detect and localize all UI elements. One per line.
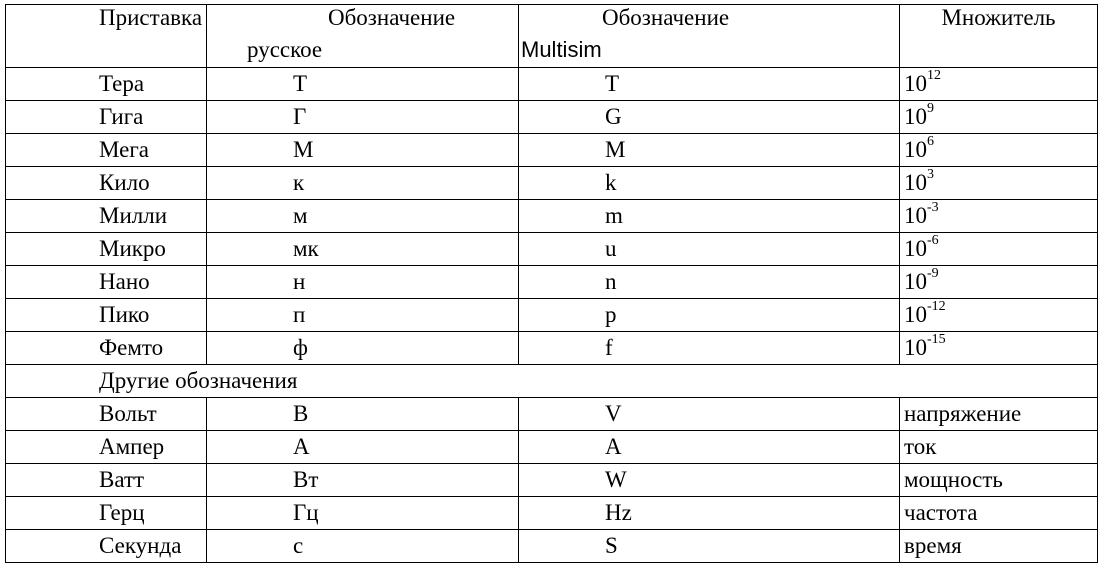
multiplier-exponent: -15 <box>927 332 946 347</box>
unit-name: Ампер <box>6 431 207 464</box>
unit-name: Герц <box>6 497 207 530</box>
unit-name: Ватт <box>6 464 207 497</box>
unit-russian-symbol: Вт <box>207 464 519 497</box>
prefix-name: Пико <box>6 299 207 332</box>
prefix-multisim-symbol: k <box>519 167 900 200</box>
prefix-multisim-symbol: n <box>519 266 900 299</box>
prefix-multisim-symbol: M <box>519 134 900 167</box>
unit-meaning: напряжение <box>900 398 1098 431</box>
header-prefix: Приставка <box>6 5 207 68</box>
prefix-name: Фемто <box>6 332 207 365</box>
header-multisim-symbol: Обозначение Multisim <box>519 5 900 68</box>
unit-row <box>6 398 1098 431</box>
prefix-russian-symbol: Т <box>207 68 519 101</box>
multiplier-exponent: 3 <box>927 167 934 182</box>
prefix-multisim-symbol: f <box>519 332 900 365</box>
prefix-row <box>6 101 1098 134</box>
prefix-russian-symbol: к <box>207 167 519 200</box>
unit-name: Вольт <box>6 398 207 431</box>
unit-multisim-symbol: S <box>519 530 900 563</box>
unit-name: Секунда <box>6 530 207 563</box>
unit-russian-symbol: А <box>207 431 519 464</box>
prefix-name: Тера <box>6 68 207 101</box>
prefix-multiplier <box>900 68 1098 101</box>
unit-multisim-symbol: Hz <box>519 497 900 530</box>
prefix-name: Нано <box>6 266 207 299</box>
prefix-multisim-symbol: u <box>519 233 900 266</box>
multiplier-base: 10 <box>904 236 927 261</box>
prefix-name: Милли <box>6 200 207 233</box>
multiplier-exponent: -12 <box>927 299 946 314</box>
multiplier-base: 10 <box>904 137 927 162</box>
prefix-multisim-symbol: G <box>519 101 900 134</box>
multiplier-base: 10 <box>904 203 927 228</box>
prefix-row <box>6 332 1098 365</box>
prefix-russian-symbol: Г <box>207 101 519 134</box>
prefix-multiplier <box>900 299 1098 332</box>
prefix-multiplier <box>900 266 1098 299</box>
prefix-multiplier <box>900 332 1098 365</box>
multiplier-base: 10 <box>904 302 927 327</box>
header-row <box>6 5 1098 68</box>
multiplier-exponent: -6 <box>927 233 939 248</box>
unit-meaning: ток <box>900 431 1098 464</box>
prefix-multiplier <box>900 167 1098 200</box>
header-multiplier: Множитель <box>900 5 1098 68</box>
multiplier-exponent: 9 <box>927 101 934 116</box>
prefix-row <box>6 299 1098 332</box>
unit-multisim-symbol: V <box>519 398 900 431</box>
unit-row <box>6 497 1098 530</box>
prefix-multiplier <box>900 233 1098 266</box>
prefix-multisim-symbol: T <box>519 68 900 101</box>
prefix-multiplier <box>900 101 1098 134</box>
unit-meaning: мощность <box>900 464 1098 497</box>
unit-meaning: время <box>900 530 1098 563</box>
multiplier-base: 10 <box>904 269 927 294</box>
header-russian-symbol: Обозначение русское <box>207 5 519 68</box>
unit-meaning: частота <box>900 497 1098 530</box>
prefix-multiplier <box>900 134 1098 167</box>
unit-row <box>6 530 1098 563</box>
multiplier-base: 10 <box>904 71 927 96</box>
unit-russian-symbol: В <box>207 398 519 431</box>
unit-multisim-symbol: A <box>519 431 900 464</box>
unit-russian-symbol: с <box>207 530 519 563</box>
prefix-row <box>6 200 1098 233</box>
prefix-russian-symbol: м <box>207 200 519 233</box>
other-heading: Другие обозначения <box>6 365 1098 398</box>
prefix-name: Кило <box>6 167 207 200</box>
prefix-russian-symbol: мк <box>207 233 519 266</box>
prefix-russian-symbol: ф <box>207 332 519 365</box>
multiplier-base: 10 <box>904 104 927 129</box>
prefix-name: Микро <box>6 233 207 266</box>
prefix-russian-symbol: М <box>207 134 519 167</box>
multiplier-exponent: 12 <box>927 68 941 83</box>
prefix-row <box>6 167 1098 200</box>
multiplier-exponent: 6 <box>927 134 934 149</box>
unit-multisim-symbol: W <box>519 464 900 497</box>
other-heading-row <box>6 365 1098 398</box>
prefix-name: Гига <box>6 101 207 134</box>
prefix-row <box>6 233 1098 266</box>
prefix-multiplier <box>900 200 1098 233</box>
multiplier-base: 10 <box>904 335 927 360</box>
unit-row <box>6 431 1098 464</box>
unit-row <box>6 464 1098 497</box>
units-table <box>5 4 1098 563</box>
prefix-row <box>6 266 1098 299</box>
prefix-multisim-symbol: p <box>519 299 900 332</box>
prefix-row <box>6 68 1098 101</box>
prefix-name: Мега <box>6 134 207 167</box>
multiplier-exponent: -9 <box>927 266 939 281</box>
unit-russian-symbol: Гц <box>207 497 519 530</box>
prefix-row <box>6 134 1098 167</box>
multiplier-base: 10 <box>904 170 927 195</box>
prefix-russian-symbol: н <box>207 266 519 299</box>
multiplier-exponent: -3 <box>927 200 939 215</box>
prefix-multisim-symbol: m <box>519 200 900 233</box>
prefix-russian-symbol: п <box>207 299 519 332</box>
